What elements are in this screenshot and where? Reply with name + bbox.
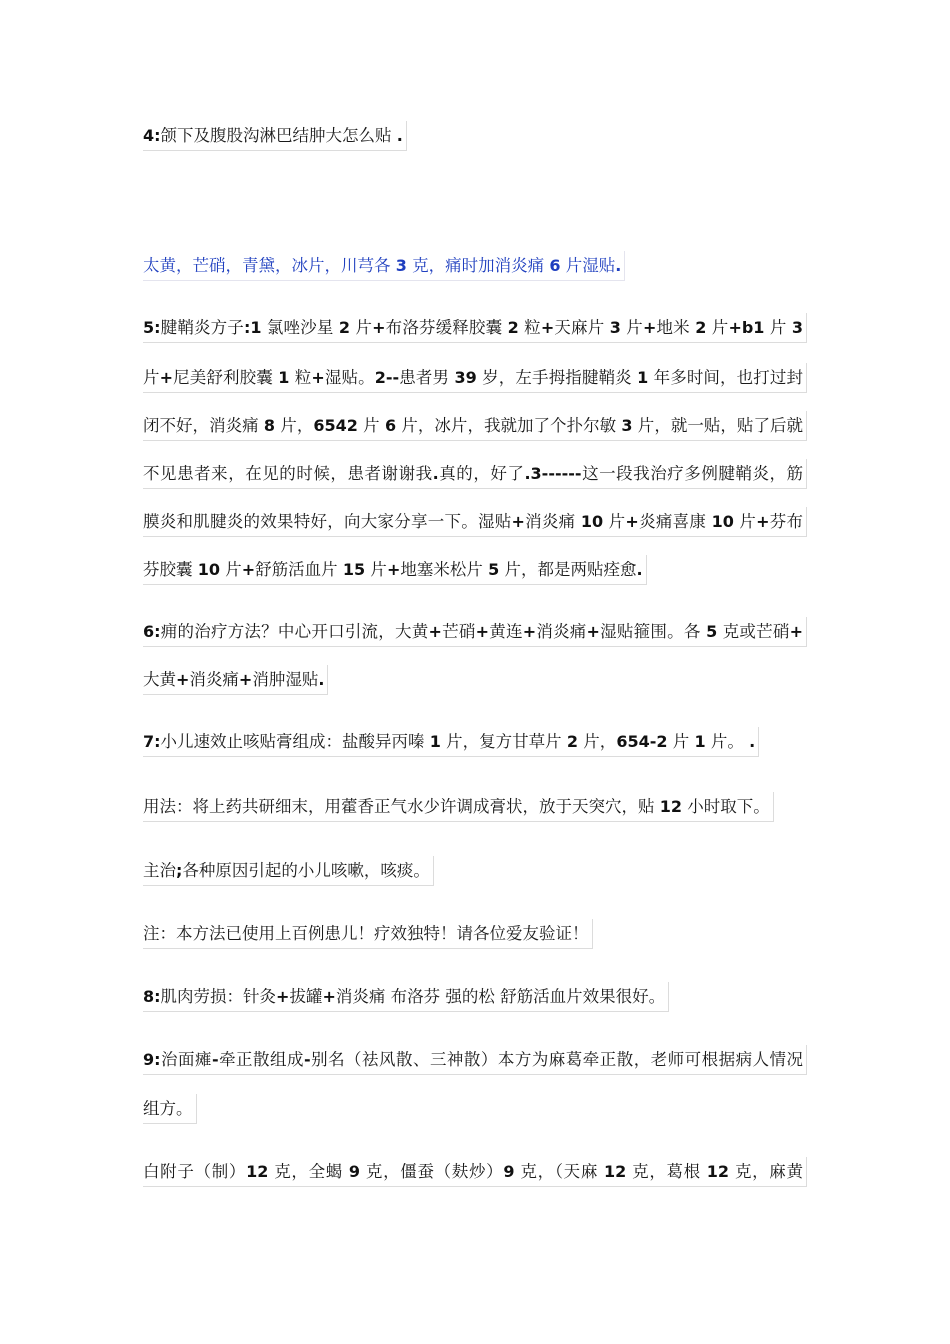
text-line: 太黄，芒硝，青黛，冰片，川芎各 3 克，痛时加消炎痛 6 片湿贴. [143, 251, 625, 281]
text-line: 大黄+消炎痛+消肿湿贴. [143, 665, 328, 695]
text-line: 组方。 [143, 1094, 197, 1124]
text-line: 闭不好，消炎痛 8 片，6542 片 6 片，冰片，我就加了个扑尔敏 3 片，就一贴，贴了后就 [143, 411, 807, 441]
text-line: 4:颌下及腹股沟淋巴结肿大怎么贴 . [143, 121, 407, 151]
text-line: 不见患者来，在见的时候，患者谢谢我.真的，好了.3------这一段我治疗多例腱鞘炎，筋 [143, 459, 807, 489]
text-line: 注：本方法已使用上百例患儿！疗效独特！请各位爱友验证！ [143, 919, 593, 949]
text-line: 片+尼美舒利胶囊 1 粒+湿贴。2--患者男 39 岁，左手拇指腱鞘炎 1 年多时间，也打过封 [143, 363, 807, 393]
text-line: 6:痈的治疗方法？中心开口引流，大黄+芒硝+黄连+消炎痛+湿贴箍围。各 5 克或芒硝+ [143, 617, 807, 647]
text-line: 5:腱鞘炎方子:1 氯唑沙星 2 片+布洛芬缓释胶囊 2 粒+天麻片 3 片+地米 2 片+b1 片 3 [143, 313, 807, 343]
text-line: 用法：将上药共研细末，用藿香正气水少许调成膏状，放于天突穴，贴 12 小时取下。 [143, 792, 774, 822]
text-line: 9:治面瘫-牵正散组成-别名（祛风散、三神散）本方为麻葛牵正散，老师可根据病人情况 [143, 1045, 807, 1075]
text-line: 8:肌肉劳损：针灸+拔罐+消炎痛 布洛芬 强的松 舒筋活血片效果很好。 [143, 982, 669, 1012]
text-line: 膜炎和肌腱炎的效果特好，向大家分享一下。湿贴+消炎痛 10 片+炎痛喜康 10 片+芬布 [143, 507, 807, 537]
text-line: 芬胶囊 10 片+舒筋活血片 15 片+地塞米松片 5 片，都是两贴痊愈. [143, 555, 647, 585]
text-line: 白附子（制）12 克，全蝎 9 克，僵蚕（麸炒）9 克，（天麻 12 克，葛根 12 克，麻黄 [143, 1157, 807, 1187]
text-line: 7:小儿速效止咳贴膏组成：盐酸异丙嗪 1 片，复方甘草片 2 片，654-2 片 1 片。 . [143, 727, 759, 757]
text-line: 主治;各种原因引起的小儿咳嗽，咳痰。 [143, 856, 434, 886]
